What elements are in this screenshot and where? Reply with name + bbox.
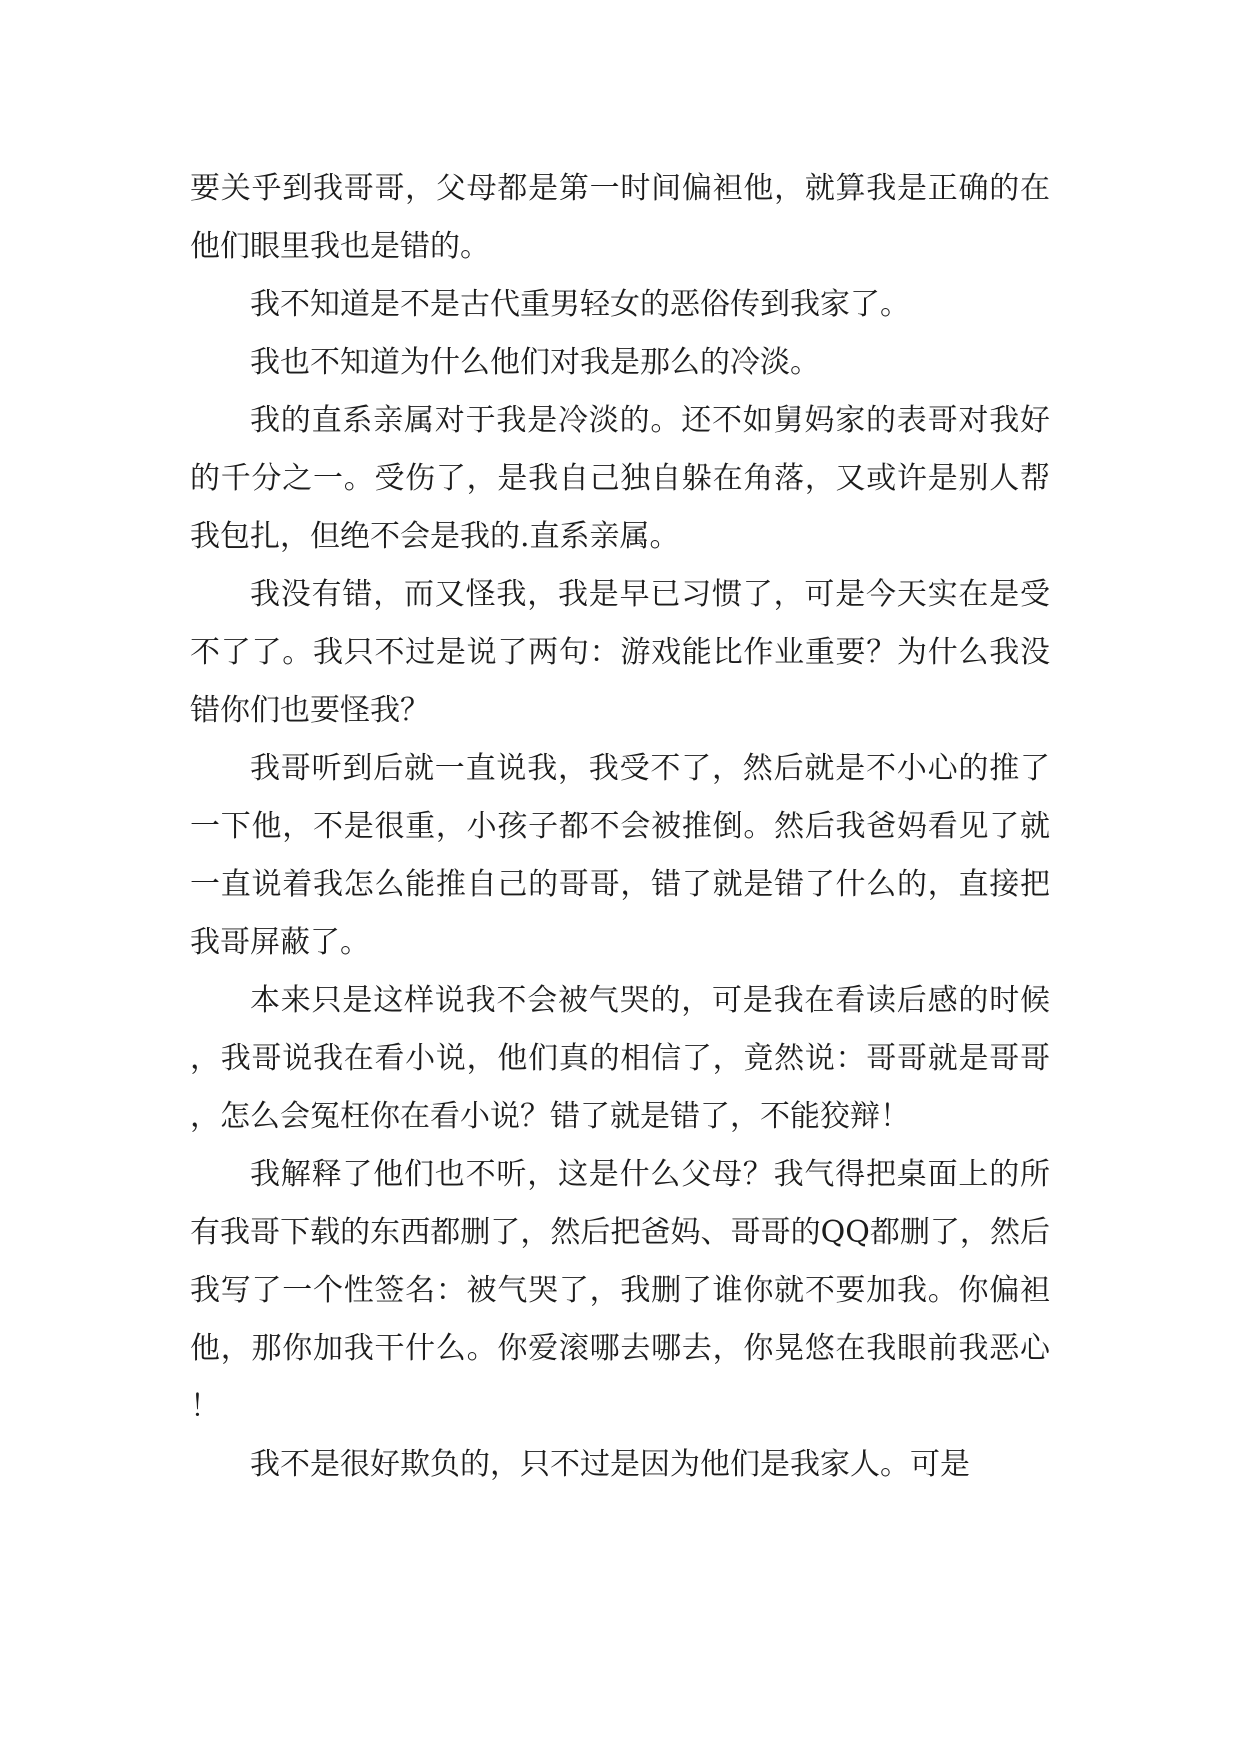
paragraph-5: 我没有错，而又怪我，我是早已习惯了，可是今天实在是受不了了。我只不过是说了两句：游戏能比作业重要？为什么我没错你们也要怪我？ <box>190 577 1050 728</box>
paragraph-3: 我也不知道为什么他们对我是那么的冷淡。 <box>250 345 820 380</box>
paragraph-8: 我解释了他们也不听，这是什么父母？我气得把桌面上的所有我哥下载的东西都删了，然后把爸妈、哥哥的QQ都删了，然后我写了一个性签名：被气哭了，我删了谁你就不要加我。你偏袒他，那你加我干什么。你爱滚哪去哪去，你晃悠在我眼前我恶心！ <box>190 1157 1050 1424</box>
paragraph-6: 我哥听到后就一直说我，我受不了，然后就是不小心的推了一下他，不是很重，小孩子都不会被推倒。然后我爸妈看见了就一直说着我怎么能推自己的哥哥，错了就是错了什么的，直接把我哥屏蔽了。 <box>190 751 1050 960</box>
paragraph-9: 我不是很好欺负的，只不过是因为他们是我家人。可是 <box>250 1447 970 1482</box>
paragraph-4: 我的直系亲属对于我是冷淡的。还不如舅妈家的表哥对我好的千分之一。受伤了，是我自己独自躲在角落，又或许是别人帮我包扎，但绝不会是我的.直系亲属。 <box>190 403 1050 554</box>
paragraph-7: 本来只是这样说我不会被气哭的，可是我在看读后感的时候，我哥说我在看小说，他们真的相信了，竟然说：哥哥就是哥哥，怎么会冤枉你在看小说？错了就是错了，不能狡辩！ <box>190 983 1050 1134</box>
document-body <box>190 160 1050 1494</box>
paragraph-2: 我不知道是不是古代重男轻女的恶俗传到我家了。 <box>250 287 910 322</box>
paragraph-1: 要关乎到我哥哥，父母都是第一时间偏袒他，就算我是正确的在他们眼里我也是错的。 <box>190 171 1050 264</box>
